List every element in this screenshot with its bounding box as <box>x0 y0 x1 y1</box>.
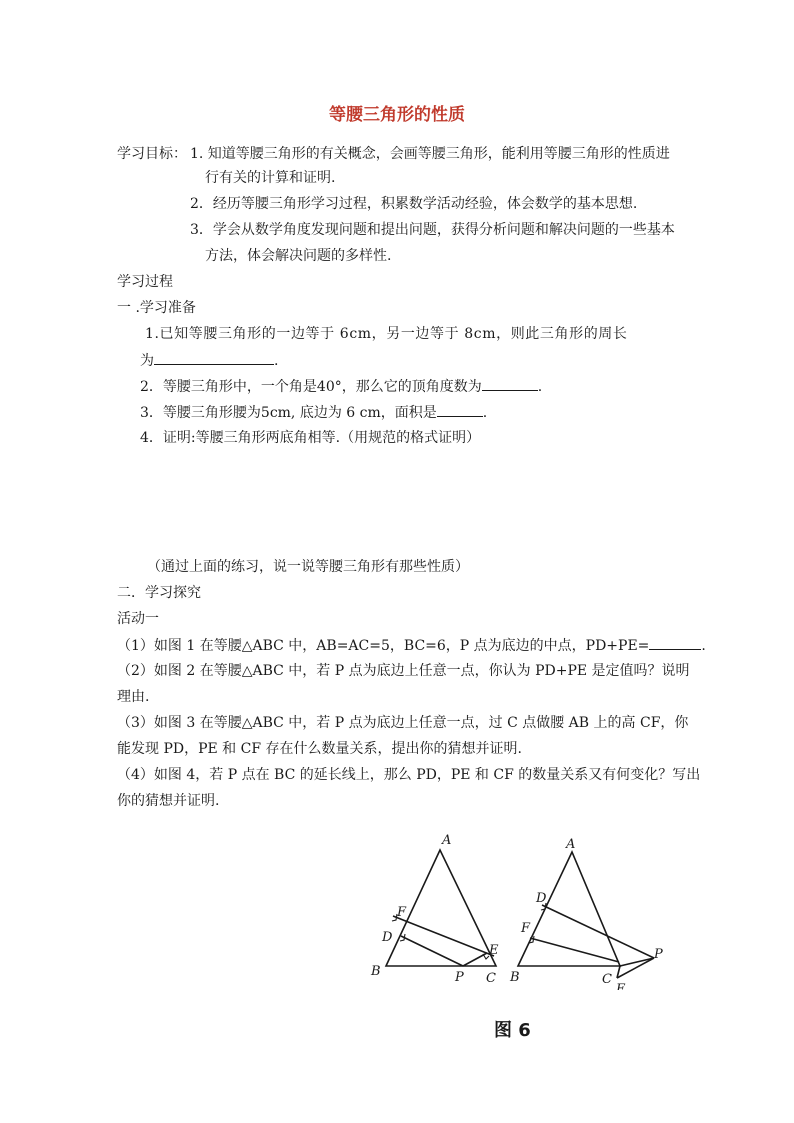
right-label-d: D <box>536 891 547 906</box>
right-triangle-figure <box>518 852 654 978</box>
process-heading: 学习过程 <box>117 274 173 290</box>
prep-question-1-prefix: 为 <box>140 353 154 369</box>
goal-3-line-2: 方法，体会解决问题的多样性. <box>205 248 392 264</box>
goals-label: 学习目标： <box>117 146 187 162</box>
explore-heading: 二．学习探究 <box>117 585 201 601</box>
left-label-e: E <box>489 943 499 958</box>
prep-question-3: 3．等腰三角形腰为5cm, 底边为 6 cm，面积是 . <box>140 405 488 421</box>
goal-2: 2．经历等腰三角形学习过程，积累数学活动经验，体会数学的基本思想. <box>190 196 638 212</box>
explore-problem-2-line-2: 理由. <box>117 689 150 705</box>
right-label-a: A <box>566 837 576 852</box>
left-label-a: A <box>442 833 452 848</box>
answer-blank-3[interactable] <box>437 403 483 417</box>
explore-problem-3-line-1: （3）如图 3 在等腰△ABC 中，若 P 点为底边上任意一点，过 C 点做腰 AB 上的高 CF，你 <box>117 715 689 731</box>
left-label-d: D <box>382 930 393 945</box>
left-label-b: B <box>371 964 381 979</box>
prep-question-4: 4．证明:等腰三角形两底角相等.（用规范的格式证明） <box>140 430 481 446</box>
goal-3-line-1: 3．学会从数学角度发现问题和提出问题，获得分析问题和解决问题的一些基本 <box>190 222 675 238</box>
page-title: 等腰三角形的性质 <box>329 105 465 125</box>
prep-question-1-line-2: 为 . <box>140 353 279 369</box>
left-label-p: P <box>455 970 464 985</box>
explore-problem-1: （1）如图 1 在等腰△ABC 中，AB=AC=5，BC=6，P 点为底边的中点，PD+PE= . <box>117 638 706 654</box>
explore-problem-2-line-1: （2）如图 2 在等腰△ABC 中，若 P 点为底边上任意一点，你认为 PD+PE 是定值吗？说明 <box>117 663 690 679</box>
geometry-figure-svg <box>360 830 690 990</box>
left-label-c: C <box>486 971 496 986</box>
goal-1-line-2: 行有关的计算和证明. <box>205 170 336 186</box>
right-label-b: B <box>510 970 520 985</box>
answer-blank-1[interactable] <box>154 351 274 365</box>
activity-label: 活动一 <box>117 611 159 627</box>
answer-blank-4[interactable] <box>649 636 701 650</box>
explore-problem-3-line-2: 能发现 PD，PE 和 CF 存在什么数量关系，提出你的猜想并证明. <box>117 741 522 757</box>
prep-heading: 一 .学习准备 <box>117 300 196 316</box>
geometry-figure <box>360 830 690 994</box>
prep-question-2-text: 2．等腰三角形中，一个角是40°，那么它的顶角度数为 <box>140 379 482 395</box>
explore-problem-1-text: （1）如图 1 在等腰△ABC 中，AB=AC=5，BC=6，P 点为底边的中点，PD+PE= <box>117 638 650 654</box>
prep-question-1-line-1: 1.已知等腰三角形的一边等于 6cm，另一边等于 8cm，则此三角形的周长 <box>145 326 628 342</box>
prep-question-2: 2．等腰三角形中，一个角是40°，那么它的顶角度数为 . <box>140 379 543 395</box>
right-label-c: C <box>602 972 612 987</box>
right-segment-pe <box>617 958 654 978</box>
left-segment-cf <box>393 916 494 956</box>
right-segment-cf <box>530 938 619 962</box>
figure-caption: 图 6 <box>494 1020 531 1041</box>
explore-problem-4-line-1: （4）如图 4，若 P 点在 BC 的延长线上，那么 PD，PE 和 CF 的数量关系又有何变化？写出 <box>117 767 701 783</box>
right-label-p: P <box>654 947 663 962</box>
answer-blank-2[interactable] <box>482 377 538 391</box>
right-label-e: E <box>616 982 626 990</box>
right-label-f: F <box>521 921 531 936</box>
right-segment-cp <box>620 958 654 966</box>
prep-summary: （通过上面的练习，说一说等腰三角形有那些性质） <box>147 559 469 575</box>
prep-question-3-text: 3．等腰三角形腰为5cm, 底边为 6 cm，面积是 <box>140 405 437 421</box>
explore-problem-4-line-2: 你的猜想并证明. <box>117 793 220 809</box>
goal-1-line-1: 1. 知道等腰三角形的有关概念，会画等腰三角形，能利用等腰三角形的性质进 <box>190 146 670 162</box>
left-label-f: F <box>397 905 407 920</box>
